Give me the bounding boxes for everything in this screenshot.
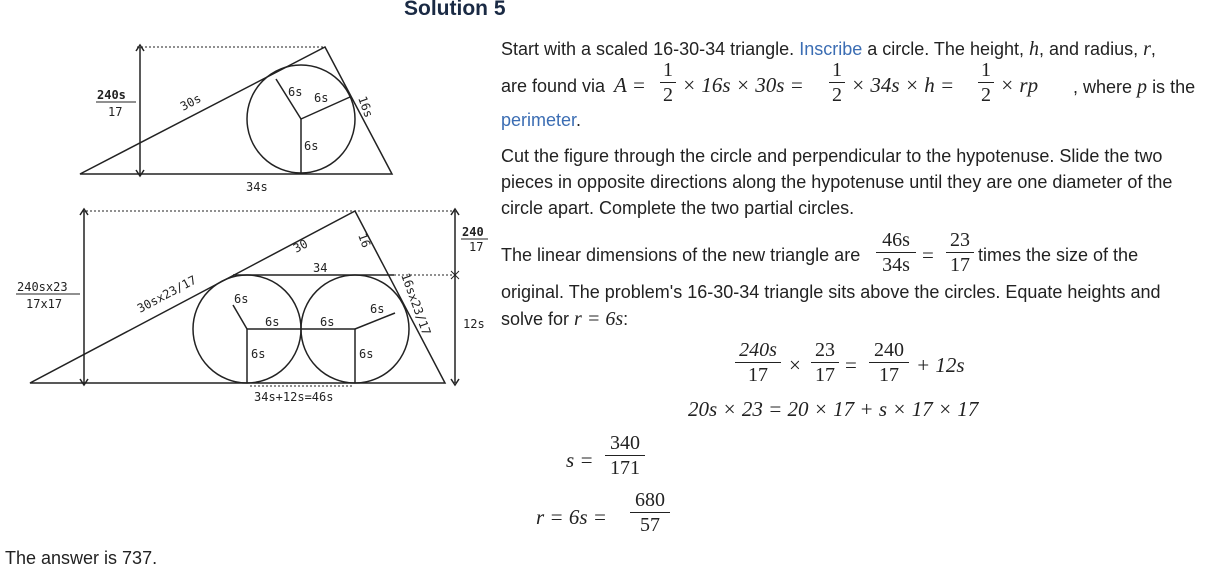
bottom-radius-6: 6s xyxy=(359,347,374,361)
p3-line3: solve for r = 6s: xyxy=(501,308,629,330)
ratio-fraction-2: 23 17 xyxy=(946,228,974,277)
top-triangle xyxy=(80,47,392,174)
solution-heading: Solution 5 xyxy=(404,0,506,20)
bottom-hyp-label: 16sx23/17 xyxy=(398,271,434,338)
formula-times-3: × rp xyxy=(1000,73,1039,97)
bottom-small-30: 30 xyxy=(290,236,311,256)
top-height-num: 240s xyxy=(97,88,126,102)
top-labels xyxy=(96,85,376,194)
eq1-fraction-1: 240s 17 xyxy=(735,338,781,387)
half-fraction-2: 1 2 xyxy=(829,58,845,107)
geometry-figure xyxy=(0,30,500,420)
p1-line1: Start with a scaled 16-30-34 triangle. Inscribe a circle. The height, h, and radius, r, xyxy=(501,38,1156,60)
bottom-small-34: 34 xyxy=(313,261,328,275)
bottom-radius-5: 6s xyxy=(251,347,266,361)
p3-line1-text: The linear dimensions of the new triangle are xyxy=(501,245,861,265)
top-radius-a: 6s xyxy=(288,85,303,99)
p1-line2-tail: , where p is the xyxy=(1073,76,1196,98)
s-fraction: 340 171 xyxy=(605,431,645,480)
bottom-right-den: 17 xyxy=(469,240,484,254)
s-lhs: s = xyxy=(566,448,594,472)
bottom-leg-label: 30sx23/17 xyxy=(134,272,199,316)
top-triangle-diagram xyxy=(80,45,392,176)
paragraph-2: Cut the figure through the circle and perpendicular to the hypotenuse. Slide the two pieces in opposite directions along the hypotenuse until they are one diameter of the circle apart. Complete the two partial circles. xyxy=(501,146,1173,218)
bottom-height-num: 240sx23 xyxy=(17,280,68,294)
formula-times-1: × 16s × 30s = xyxy=(682,73,804,97)
eq1-fraction-3: 240 17 xyxy=(869,338,909,387)
top-hyp-label: 16s xyxy=(355,94,376,120)
bottom-right-num: 240 xyxy=(462,225,484,239)
top-base-label: 34s xyxy=(246,180,268,194)
bottom-radius-4: 6s xyxy=(370,302,385,316)
eq2: 20s × 23 = 20 × 17 + s × 17 × 17 xyxy=(688,397,979,421)
bottom-radius-3: 6s xyxy=(320,315,335,329)
ratio-fraction-1: 46s 34s xyxy=(876,228,916,277)
bottom-height-den: 17x17 xyxy=(26,297,63,311)
p3-line1-tail: times the size of the xyxy=(978,245,1139,265)
r-lhs: r = 6s = xyxy=(536,505,607,529)
top-radius-c: 6s xyxy=(304,139,319,153)
bottom-small-16: 16 xyxy=(355,231,374,250)
top-height-den: 17 xyxy=(108,105,123,119)
bottom-radius-1: 6s xyxy=(234,292,249,306)
p1-line3: perimeter. xyxy=(501,110,582,130)
eq1-times: × xyxy=(789,353,801,377)
formula-a: A = xyxy=(614,73,646,97)
bottom-radius-2: 6s xyxy=(265,315,280,329)
r-fraction: 680 57 xyxy=(630,488,670,537)
top-leg-label: 30s xyxy=(177,91,204,114)
p1-line2-text: are found via xyxy=(501,76,606,96)
answer-text: The answer is 737. xyxy=(5,548,158,568)
bottom-base-label: 34s+12s=46s xyxy=(254,390,334,404)
ratio-equals: = xyxy=(922,243,934,267)
half-fraction-1: 1 2 xyxy=(660,58,676,107)
eq1-equals: = xyxy=(845,353,857,377)
inscribe-link[interactable]: Inscribe xyxy=(799,39,863,59)
bottom-labels xyxy=(16,225,488,404)
perimeter-link[interactable]: perimeter xyxy=(501,110,577,130)
bottom-right-gap: 12s xyxy=(463,317,485,331)
formula-times-2: × 34s × h = xyxy=(851,73,955,97)
half-fraction-3: 1 2 xyxy=(978,58,994,107)
top-radius-b: 6s xyxy=(314,91,329,105)
eq1-plus: + 12s xyxy=(916,353,965,377)
p3-line2: original. The problem's 16-30-34 triangle sits above the circles. Equate heights and xyxy=(501,282,1161,302)
eq1-fraction-2: 23 17 xyxy=(811,338,839,387)
